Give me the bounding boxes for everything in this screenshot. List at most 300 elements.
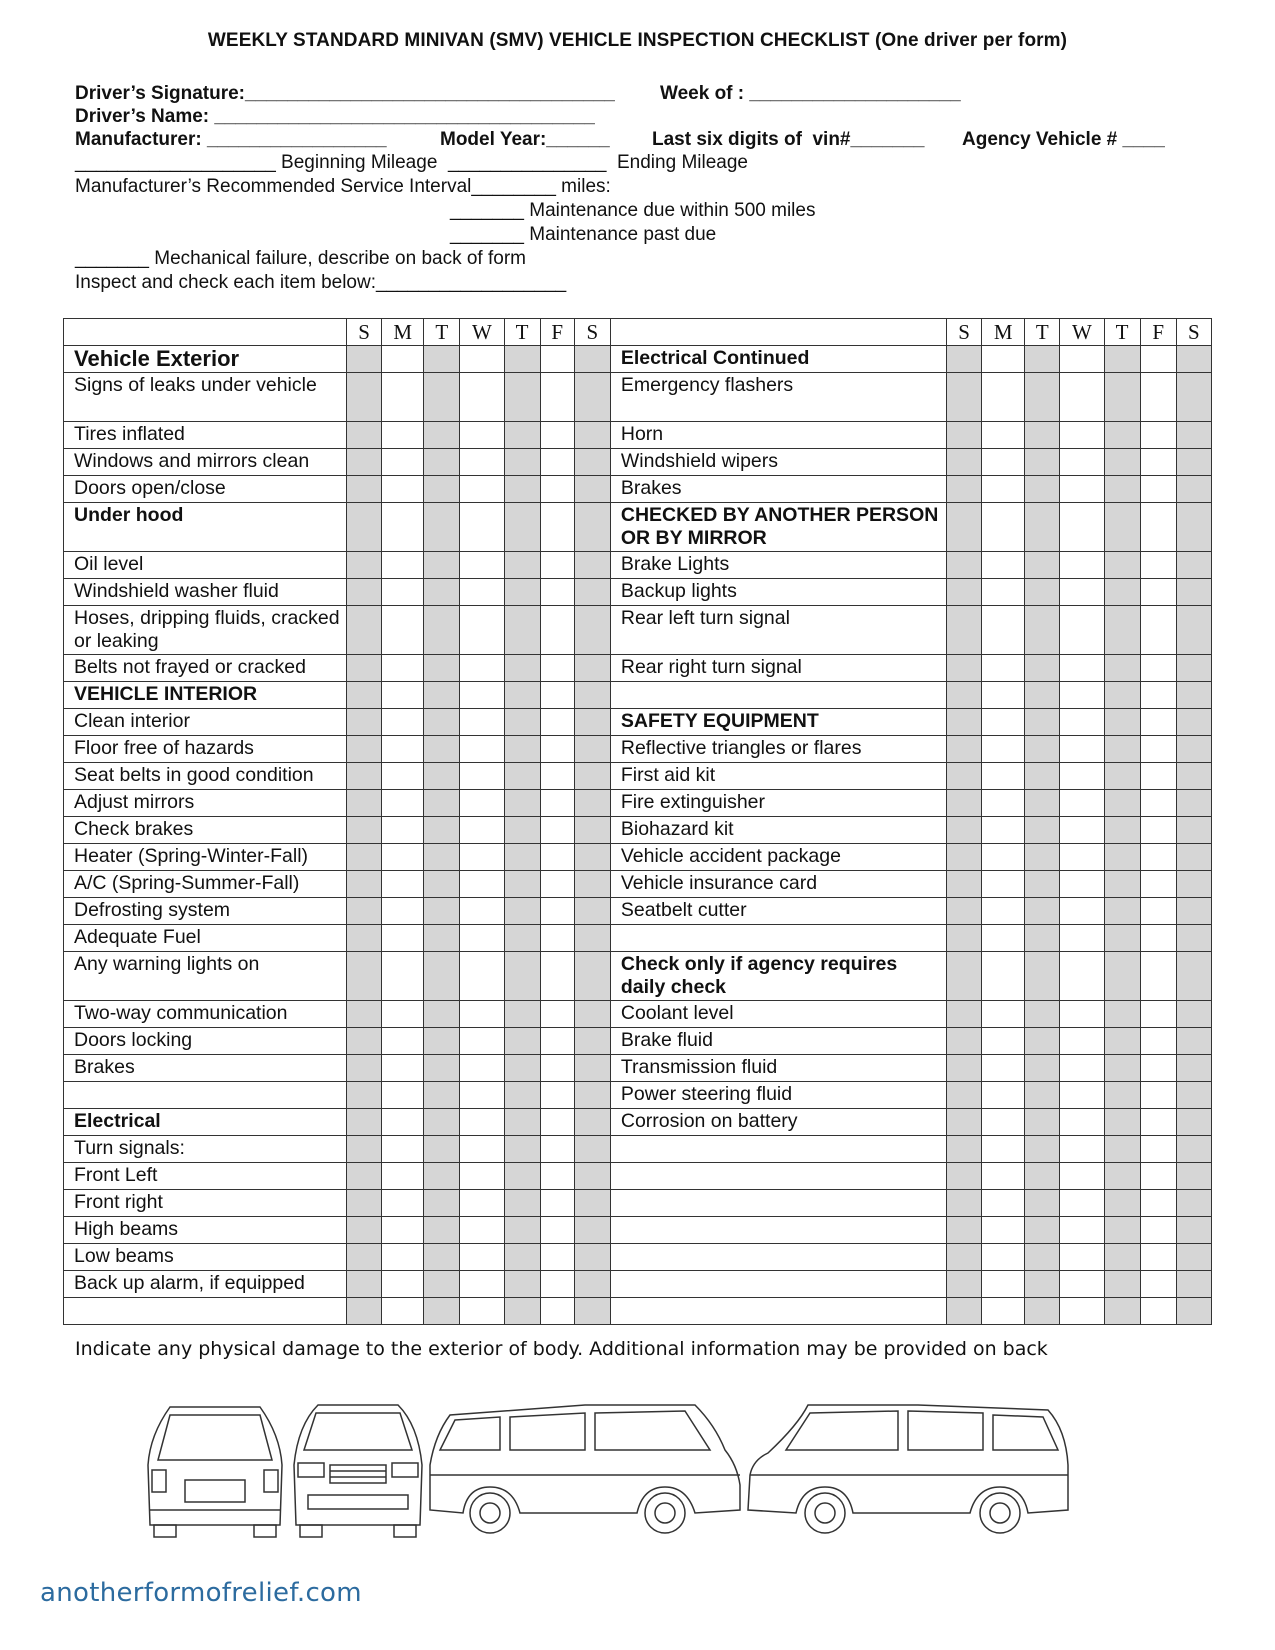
day-checkbox[interactable] — [382, 1082, 424, 1109]
day-checkbox[interactable] — [1176, 736, 1211, 763]
day-checkbox[interactable] — [460, 1001, 504, 1028]
day-checkbox[interactable] — [504, 476, 540, 503]
day-checkbox[interactable] — [504, 790, 540, 817]
day-checkbox[interactable] — [504, 373, 540, 422]
day-checkbox[interactable] — [1140, 925, 1176, 952]
day-checkbox[interactable] — [947, 844, 982, 871]
day-checkbox[interactable] — [947, 1271, 982, 1298]
day-checkbox[interactable] — [460, 1082, 504, 1109]
day-checkbox[interactable] — [1104, 1163, 1140, 1190]
day-checkbox[interactable] — [574, 449, 610, 476]
day-checkbox[interactable] — [1060, 503, 1104, 552]
day-checkbox[interactable] — [1025, 1055, 1060, 1082]
day-checkbox[interactable] — [982, 606, 1025, 655]
day-checkbox[interactable] — [346, 503, 381, 552]
day-checkbox[interactable] — [1104, 606, 1140, 655]
day-checkbox[interactable] — [424, 898, 460, 925]
day-checkbox[interactable] — [1025, 1001, 1060, 1028]
vehicle-diagrams[interactable] — [140, 1395, 1130, 1540]
day-checkbox[interactable] — [1060, 422, 1104, 449]
day-checkbox[interactable] — [1104, 449, 1140, 476]
day-checkbox[interactable] — [1060, 709, 1104, 736]
day-checkbox[interactable] — [382, 1244, 424, 1271]
day-checkbox[interactable] — [947, 1055, 982, 1082]
day-checkbox[interactable] — [424, 1001, 460, 1028]
day-checkbox[interactable] — [382, 552, 424, 579]
day-checkbox[interactable] — [947, 763, 982, 790]
day-checkbox[interactable] — [540, 1055, 574, 1082]
day-checkbox[interactable] — [1104, 709, 1140, 736]
day-checkbox[interactable] — [424, 952, 460, 1001]
day-checkbox[interactable] — [1104, 1001, 1140, 1028]
day-checkbox[interactable] — [460, 925, 504, 952]
day-checkbox[interactable] — [574, 1217, 610, 1244]
day-checkbox[interactable] — [460, 817, 504, 844]
vin-line[interactable] — [652, 128, 952, 152]
driver-name-line[interactable] — [75, 105, 1225, 129]
day-checkbox[interactable] — [540, 790, 574, 817]
day-checkbox[interactable] — [346, 346, 381, 373]
day-checkbox[interactable] — [346, 1109, 381, 1136]
day-checkbox[interactable] — [1140, 1136, 1176, 1163]
day-checkbox[interactable] — [540, 1271, 574, 1298]
day-checkbox[interactable] — [982, 1136, 1025, 1163]
day-checkbox[interactable] — [1104, 476, 1140, 503]
day-checkbox[interactable] — [460, 373, 504, 422]
day-checkbox[interactable] — [424, 606, 460, 655]
day-checkbox[interactable] — [424, 817, 460, 844]
day-checkbox[interactable] — [1176, 790, 1211, 817]
day-checkbox[interactable] — [460, 1055, 504, 1082]
day-checkbox[interactable] — [982, 1055, 1025, 1082]
day-checkbox[interactable] — [947, 1298, 982, 1325]
day-checkbox[interactable] — [1176, 1163, 1211, 1190]
day-checkbox[interactable] — [346, 709, 381, 736]
day-checkbox[interactable] — [1140, 476, 1176, 503]
day-checkbox[interactable] — [382, 925, 424, 952]
day-checkbox[interactable] — [382, 476, 424, 503]
day-checkbox[interactable] — [1060, 579, 1104, 606]
day-checkbox[interactable] — [346, 373, 381, 422]
day-checkbox[interactable] — [382, 1055, 424, 1082]
day-checkbox[interactable] — [540, 1298, 574, 1325]
day-checkbox[interactable] — [1176, 476, 1211, 503]
day-checkbox[interactable] — [346, 763, 381, 790]
day-checkbox[interactable] — [982, 1271, 1025, 1298]
day-checkbox[interactable] — [1060, 763, 1104, 790]
day-checkbox[interactable] — [504, 1028, 540, 1055]
day-checkbox[interactable] — [424, 346, 460, 373]
day-checkbox[interactable] — [1176, 709, 1211, 736]
day-checkbox[interactable] — [1025, 925, 1060, 952]
day-checkbox[interactable] — [1060, 790, 1104, 817]
day-checkbox[interactable] — [1140, 952, 1176, 1001]
day-checkbox[interactable] — [1025, 844, 1060, 871]
day-checkbox[interactable] — [574, 1082, 610, 1109]
day-checkbox[interactable] — [947, 346, 982, 373]
day-checkbox[interactable] — [947, 1028, 982, 1055]
day-checkbox[interactable] — [382, 709, 424, 736]
day-checkbox[interactable] — [1176, 1217, 1211, 1244]
day-checkbox[interactable] — [1025, 871, 1060, 898]
day-checkbox[interactable] — [574, 871, 610, 898]
day-checkbox[interactable] — [1104, 844, 1140, 871]
day-checkbox[interactable] — [346, 449, 381, 476]
day-checkbox[interactable] — [460, 763, 504, 790]
day-checkbox[interactable] — [504, 552, 540, 579]
day-checkbox[interactable] — [504, 1217, 540, 1244]
day-checkbox[interactable] — [1060, 1055, 1104, 1082]
day-checkbox[interactable] — [346, 1217, 381, 1244]
day-checkbox[interactable] — [1104, 952, 1140, 1001]
model-year-line[interactable] — [440, 128, 640, 152]
day-checkbox[interactable] — [460, 503, 504, 552]
day-checkbox[interactable] — [1140, 736, 1176, 763]
day-checkbox[interactable] — [1060, 1136, 1104, 1163]
day-checkbox[interactable] — [1060, 871, 1104, 898]
day-checkbox[interactable] — [504, 1190, 540, 1217]
day-checkbox[interactable] — [1140, 763, 1176, 790]
day-checkbox[interactable] — [1140, 1001, 1176, 1028]
day-checkbox[interactable] — [1176, 682, 1211, 709]
day-checkbox[interactable] — [460, 952, 504, 1001]
day-checkbox[interactable] — [1176, 1244, 1211, 1271]
day-checkbox[interactable] — [424, 790, 460, 817]
day-checkbox[interactable] — [574, 1190, 610, 1217]
day-checkbox[interactable] — [574, 1055, 610, 1082]
day-checkbox[interactable] — [1140, 1028, 1176, 1055]
day-checkbox[interactable] — [1025, 1028, 1060, 1055]
day-checkbox[interactable] — [460, 449, 504, 476]
day-checkbox[interactable] — [424, 1136, 460, 1163]
day-checkbox[interactable] — [382, 1163, 424, 1190]
day-checkbox[interactable] — [947, 1109, 982, 1136]
day-checkbox[interactable] — [1060, 1028, 1104, 1055]
day-checkbox[interactable] — [947, 449, 982, 476]
day-checkbox[interactable] — [346, 925, 381, 952]
day-checkbox[interactable] — [540, 1001, 574, 1028]
day-checkbox[interactable] — [346, 476, 381, 503]
day-checkbox[interactable] — [382, 655, 424, 682]
day-checkbox[interactable] — [947, 682, 982, 709]
day-checkbox[interactable] — [504, 1244, 540, 1271]
day-checkbox[interactable] — [382, 449, 424, 476]
day-checkbox[interactable] — [460, 898, 504, 925]
day-checkbox[interactable] — [504, 655, 540, 682]
day-checkbox[interactable] — [1025, 346, 1060, 373]
day-checkbox[interactable] — [1104, 1244, 1140, 1271]
day-checkbox[interactable] — [947, 655, 982, 682]
day-checkbox[interactable] — [947, 606, 982, 655]
day-checkbox[interactable] — [1060, 1163, 1104, 1190]
day-checkbox[interactable] — [346, 1271, 381, 1298]
day-checkbox[interactable] — [1176, 606, 1211, 655]
day-checkbox[interactable] — [1140, 1109, 1176, 1136]
day-checkbox[interactable] — [540, 1217, 574, 1244]
day-checkbox[interactable] — [1104, 373, 1140, 422]
day-checkbox[interactable] — [1140, 1190, 1176, 1217]
day-checkbox[interactable] — [424, 503, 460, 552]
day-checkbox[interactable] — [1025, 790, 1060, 817]
day-checkbox[interactable] — [540, 579, 574, 606]
day-checkbox[interactable] — [346, 1028, 381, 1055]
day-checkbox[interactable] — [424, 373, 460, 422]
day-checkbox[interactable] — [947, 422, 982, 449]
day-checkbox[interactable] — [540, 682, 574, 709]
day-checkbox[interactable] — [504, 871, 540, 898]
day-checkbox[interactable] — [574, 898, 610, 925]
day-checkbox[interactable] — [1176, 1028, 1211, 1055]
day-checkbox[interactable] — [982, 1244, 1025, 1271]
day-checkbox[interactable] — [382, 1190, 424, 1217]
day-checkbox[interactable] — [947, 871, 982, 898]
day-checkbox[interactable] — [982, 925, 1025, 952]
day-checkbox[interactable] — [346, 817, 381, 844]
day-checkbox[interactable] — [947, 736, 982, 763]
day-checkbox[interactable] — [424, 1217, 460, 1244]
day-checkbox[interactable] — [504, 763, 540, 790]
day-checkbox[interactable] — [1104, 925, 1140, 952]
day-checkbox[interactable] — [346, 1082, 381, 1109]
day-checkbox[interactable] — [424, 1082, 460, 1109]
day-checkbox[interactable] — [1060, 1082, 1104, 1109]
day-checkbox[interactable] — [346, 1190, 381, 1217]
day-checkbox[interactable] — [424, 1271, 460, 1298]
day-checkbox[interactable] — [346, 1298, 381, 1325]
day-checkbox[interactable] — [1104, 682, 1140, 709]
day-checkbox[interactable] — [982, 736, 1025, 763]
day-checkbox[interactable] — [346, 1001, 381, 1028]
day-checkbox[interactable] — [382, 1298, 424, 1325]
day-checkbox[interactable] — [504, 844, 540, 871]
day-checkbox[interactable] — [424, 1109, 460, 1136]
van-rear-view[interactable] — [148, 1407, 282, 1537]
day-checkbox[interactable] — [1176, 579, 1211, 606]
day-checkbox[interactable] — [574, 606, 610, 655]
day-checkbox[interactable] — [1140, 817, 1176, 844]
day-checkbox[interactable] — [424, 655, 460, 682]
day-checkbox[interactable] — [460, 655, 504, 682]
day-checkbox[interactable] — [1060, 1298, 1104, 1325]
day-checkbox[interactable] — [504, 952, 540, 1001]
day-checkbox[interactable] — [1104, 1109, 1140, 1136]
day-checkbox[interactable] — [504, 606, 540, 655]
day-checkbox[interactable] — [424, 1028, 460, 1055]
day-checkbox[interactable] — [947, 925, 982, 952]
day-checkbox[interactable] — [460, 1298, 504, 1325]
day-checkbox[interactable] — [382, 952, 424, 1001]
day-checkbox[interactable] — [346, 736, 381, 763]
day-checkbox[interactable] — [574, 682, 610, 709]
day-checkbox[interactable] — [1104, 1217, 1140, 1244]
day-checkbox[interactable] — [540, 606, 574, 655]
day-checkbox[interactable] — [540, 709, 574, 736]
day-checkbox[interactable] — [1176, 1001, 1211, 1028]
inspect-line[interactable]: Inspect and check each item below:__________________ — [75, 272, 567, 293]
day-checkbox[interactable] — [1176, 503, 1211, 552]
day-checkbox[interactable] — [424, 1244, 460, 1271]
day-checkbox[interactable] — [1104, 1082, 1140, 1109]
day-checkbox[interactable] — [1140, 1082, 1176, 1109]
day-checkbox[interactable] — [982, 763, 1025, 790]
day-checkbox[interactable] — [540, 763, 574, 790]
day-checkbox[interactable] — [1060, 373, 1104, 422]
day-checkbox[interactable] — [540, 817, 574, 844]
day-checkbox[interactable] — [574, 763, 610, 790]
day-checkbox[interactable] — [460, 790, 504, 817]
day-checkbox[interactable] — [460, 422, 504, 449]
day-checkbox[interactable] — [504, 736, 540, 763]
day-checkbox[interactable] — [1104, 1136, 1140, 1163]
day-checkbox[interactable] — [540, 503, 574, 552]
day-checkbox[interactable] — [1025, 655, 1060, 682]
day-checkbox[interactable] — [1104, 736, 1140, 763]
day-checkbox[interactable] — [382, 736, 424, 763]
day-checkbox[interactable] — [1140, 1271, 1176, 1298]
day-checkbox[interactable] — [540, 844, 574, 871]
day-checkbox[interactable] — [504, 817, 540, 844]
day-checkbox[interactable] — [346, 1136, 381, 1163]
day-checkbox[interactable] — [1176, 422, 1211, 449]
day-checkbox[interactable] — [574, 790, 610, 817]
day-checkbox[interactable] — [1025, 1190, 1060, 1217]
day-checkbox[interactable] — [1176, 817, 1211, 844]
day-checkbox[interactable] — [382, 1028, 424, 1055]
day-checkbox[interactable] — [1104, 763, 1140, 790]
day-checkbox[interactable] — [1176, 1109, 1211, 1136]
day-checkbox[interactable] — [424, 1190, 460, 1217]
day-checkbox[interactable] — [1140, 579, 1176, 606]
day-checkbox[interactable] — [1025, 1163, 1060, 1190]
day-checkbox[interactable] — [346, 606, 381, 655]
day-checkbox[interactable] — [504, 925, 540, 952]
day-checkbox[interactable] — [382, 790, 424, 817]
day-checkbox[interactable] — [504, 1298, 540, 1325]
day-checkbox[interactable] — [947, 503, 982, 552]
day-checkbox[interactable] — [1060, 1271, 1104, 1298]
day-checkbox[interactable] — [1104, 422, 1140, 449]
day-checkbox[interactable] — [504, 1109, 540, 1136]
day-checkbox[interactable] — [1025, 552, 1060, 579]
day-checkbox[interactable] — [424, 763, 460, 790]
day-checkbox[interactable] — [460, 844, 504, 871]
day-checkbox[interactable] — [504, 682, 540, 709]
day-checkbox[interactable] — [574, 1271, 610, 1298]
day-checkbox[interactable] — [540, 346, 574, 373]
day-checkbox[interactable] — [1176, 952, 1211, 1001]
day-checkbox[interactable] — [346, 790, 381, 817]
day-checkbox[interactable] — [574, 476, 610, 503]
day-checkbox[interactable] — [382, 682, 424, 709]
day-checkbox[interactable] — [574, 1163, 610, 1190]
day-checkbox[interactable] — [947, 1001, 982, 1028]
day-checkbox[interactable] — [1140, 898, 1176, 925]
day-checkbox[interactable] — [460, 476, 504, 503]
day-checkbox[interactable] — [982, 503, 1025, 552]
day-checkbox[interactable] — [1060, 952, 1104, 1001]
day-checkbox[interactable] — [574, 709, 610, 736]
van-right-side-view[interactable] — [748, 1405, 1068, 1533]
day-checkbox[interactable] — [504, 579, 540, 606]
day-checkbox[interactable] — [346, 682, 381, 709]
day-checkbox[interactable] — [382, 579, 424, 606]
day-checkbox[interactable] — [460, 1028, 504, 1055]
day-checkbox[interactable] — [1025, 952, 1060, 1001]
day-checkbox[interactable] — [1140, 503, 1176, 552]
day-checkbox[interactable] — [1140, 655, 1176, 682]
day-checkbox[interactable] — [574, 1028, 610, 1055]
day-checkbox[interactable] — [1025, 1244, 1060, 1271]
day-checkbox[interactable] — [540, 1190, 574, 1217]
day-checkbox[interactable] — [947, 790, 982, 817]
day-checkbox[interactable] — [540, 871, 574, 898]
day-checkbox[interactable] — [346, 844, 381, 871]
day-checkbox[interactable] — [1140, 373, 1176, 422]
day-checkbox[interactable] — [346, 655, 381, 682]
day-checkbox[interactable] — [574, 736, 610, 763]
day-checkbox[interactable] — [460, 606, 504, 655]
day-checkbox[interactable] — [540, 655, 574, 682]
day-checkbox[interactable] — [1176, 844, 1211, 871]
day-checkbox[interactable] — [1025, 1082, 1060, 1109]
day-checkbox[interactable] — [1176, 449, 1211, 476]
day-checkbox[interactable] — [540, 1136, 574, 1163]
day-checkbox[interactable] — [540, 1028, 574, 1055]
day-checkbox[interactable] — [1060, 898, 1104, 925]
day-checkbox[interactable] — [540, 1082, 574, 1109]
day-checkbox[interactable] — [424, 422, 460, 449]
day-checkbox[interactable] — [947, 373, 982, 422]
day-checkbox[interactable] — [382, 1271, 424, 1298]
day-checkbox[interactable] — [982, 373, 1025, 422]
day-checkbox[interactable] — [947, 1136, 982, 1163]
day-checkbox[interactable] — [540, 422, 574, 449]
day-checkbox[interactable] — [574, 1136, 610, 1163]
day-checkbox[interactable] — [1176, 655, 1211, 682]
day-checkbox[interactable] — [540, 898, 574, 925]
day-checkbox[interactable] — [574, 373, 610, 422]
day-checkbox[interactable] — [540, 552, 574, 579]
day-checkbox[interactable] — [1176, 1190, 1211, 1217]
day-checkbox[interactable] — [1025, 1298, 1060, 1325]
day-checkbox[interactable] — [540, 476, 574, 503]
day-checkbox[interactable] — [424, 579, 460, 606]
day-checkbox[interactable] — [1060, 1217, 1104, 1244]
day-checkbox[interactable] — [574, 579, 610, 606]
day-checkbox[interactable] — [424, 844, 460, 871]
day-checkbox[interactable] — [460, 1163, 504, 1190]
day-checkbox[interactable] — [574, 817, 610, 844]
van-front-view[interactable] — [294, 1405, 422, 1537]
day-checkbox[interactable] — [1140, 552, 1176, 579]
day-checkbox[interactable] — [540, 1244, 574, 1271]
day-checkbox[interactable] — [982, 1001, 1025, 1028]
day-checkbox[interactable] — [540, 736, 574, 763]
day-checkbox[interactable] — [1025, 709, 1060, 736]
day-checkbox[interactable] — [346, 1244, 381, 1271]
day-checkbox[interactable] — [982, 476, 1025, 503]
day-checkbox[interactable] — [460, 736, 504, 763]
day-checkbox[interactable] — [1104, 579, 1140, 606]
service-interval-line[interactable]: Manufacturer’s Recommended Service Interval________ miles: — [75, 176, 611, 197]
day-checkbox[interactable] — [382, 871, 424, 898]
day-checkbox[interactable] — [382, 606, 424, 655]
day-checkbox[interactable] — [460, 1217, 504, 1244]
day-checkbox[interactable] — [947, 1163, 982, 1190]
day-checkbox[interactable] — [540, 952, 574, 1001]
day-checkbox[interactable] — [1060, 1190, 1104, 1217]
agency-vehicle-line[interactable] — [962, 128, 1222, 152]
